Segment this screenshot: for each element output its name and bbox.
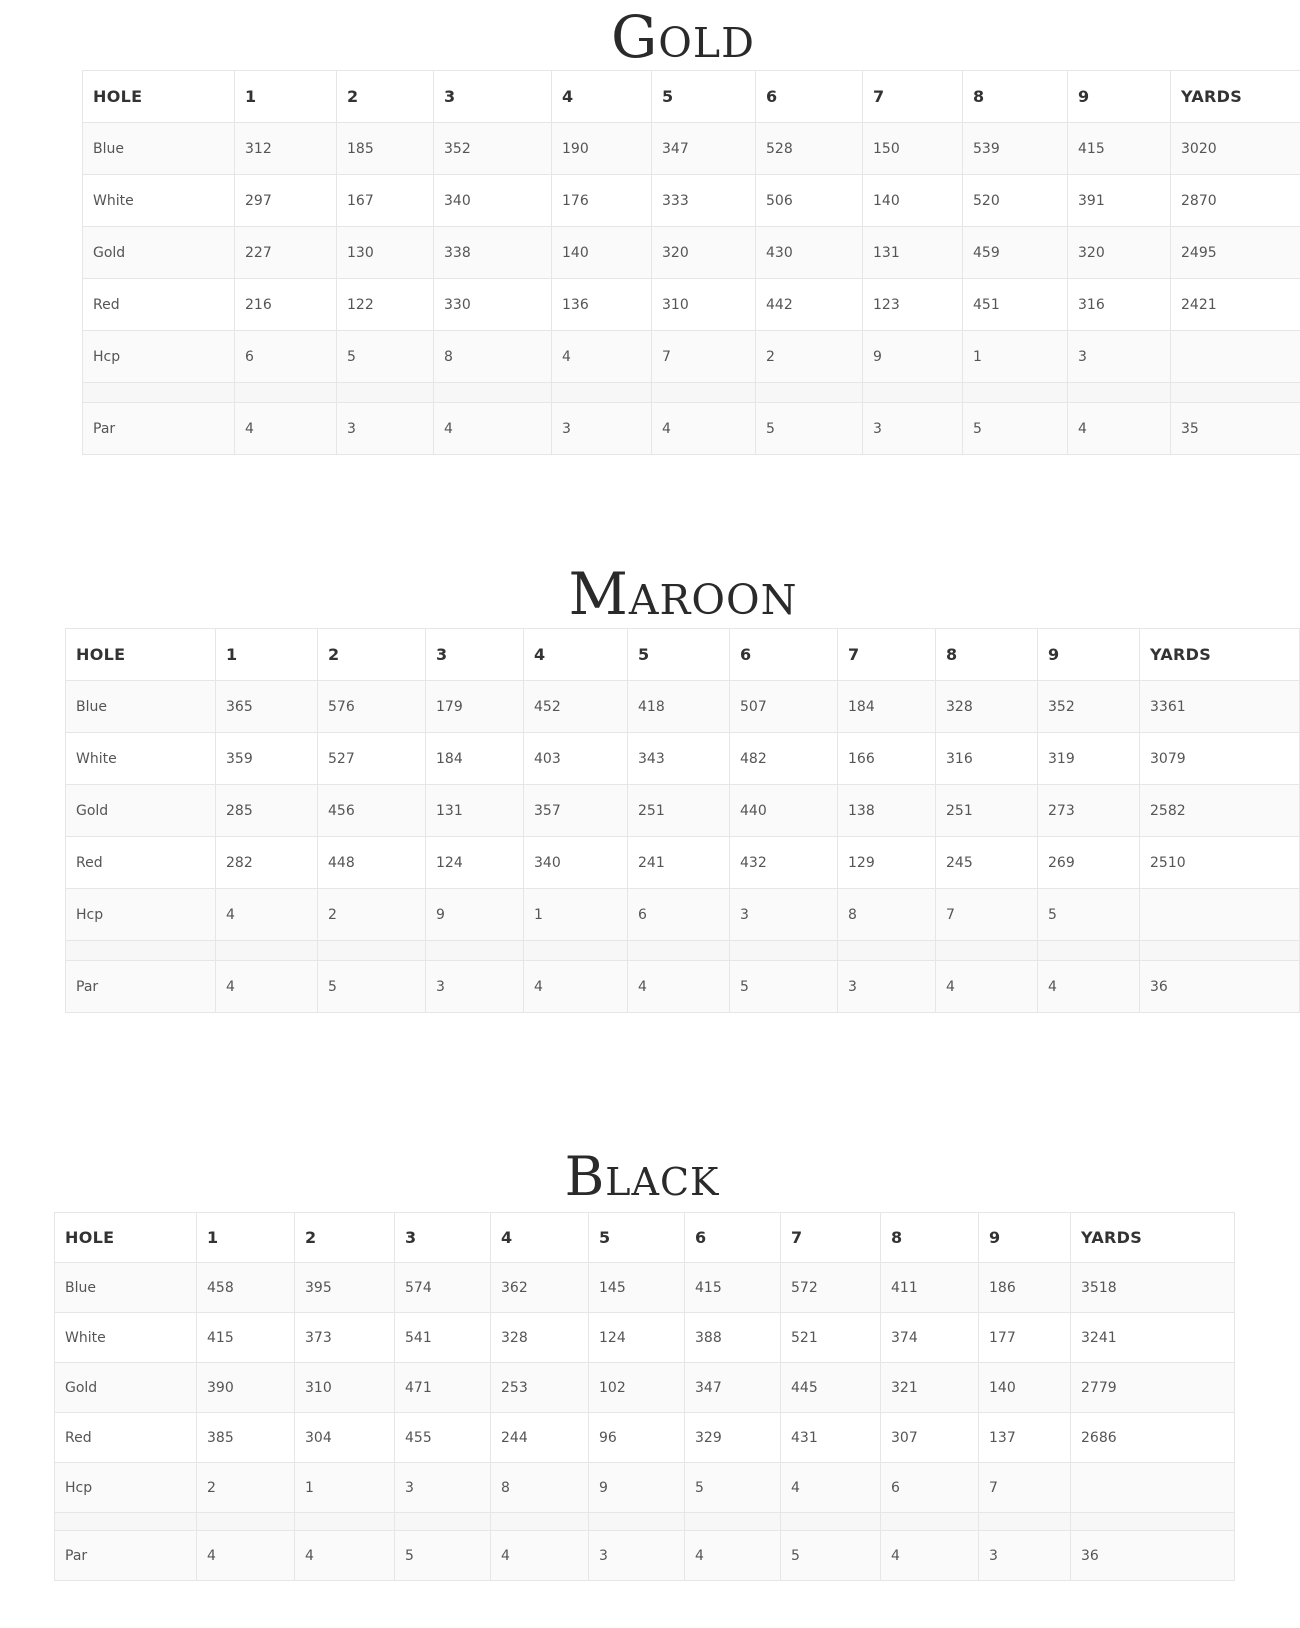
table-cell: 190 [552,123,652,175]
table-cell: 245 [936,837,1038,889]
table-cell: 458 [197,1263,295,1313]
table-cell: 4 [216,961,318,1013]
row-label: Hcp [66,889,216,941]
table-cell: 102 [589,1363,685,1413]
table-cell: 216 [235,279,337,331]
table-cell: 140 [979,1363,1071,1413]
row-label: Par [66,961,216,1013]
table-cell: 251 [936,785,1038,837]
table-cell: 5 [395,1531,491,1581]
table-cell: 124 [426,837,524,889]
table-cell: 482 [730,733,838,785]
row-label [83,383,235,403]
table-cell: 2686 [1071,1413,1235,1463]
table-cell: 328 [936,681,1038,733]
table-cell [395,1513,491,1531]
table-cell: 122 [337,279,434,331]
table-cell [491,1513,589,1531]
table-cell [434,383,552,403]
table-row [83,403,1300,455]
table-row [83,123,1300,175]
table-cell: 5 [337,331,434,383]
table-cell: 330 [434,279,552,331]
table-cell: 442 [756,279,863,331]
table-cell: 418 [628,681,730,733]
table-row [55,1463,1235,1513]
table-cell: 359 [216,733,318,785]
table-cell: 4 [628,961,730,1013]
table-cell: 448 [318,837,426,889]
table-cell: 431 [781,1413,881,1463]
table-cell [652,383,756,403]
column-header: HOLE [55,1213,197,1263]
table-cell: 8 [491,1463,589,1513]
table-cell: 347 [652,123,756,175]
table-cell: 347 [685,1363,781,1413]
table-cell: 320 [652,227,756,279]
table-cell [685,1513,781,1531]
table-cell: 253 [491,1363,589,1413]
table-cell: 4 [1038,961,1140,1013]
table-cell [936,941,1038,961]
table-cell: 5 [730,961,838,1013]
table-cell: 2495 [1171,227,1300,279]
column-header: 1 [235,71,337,123]
table-cell: 4 [685,1531,781,1581]
table-cell: 307 [881,1413,979,1463]
row-label: Hcp [55,1463,197,1513]
section-title: Black [564,1145,720,1208]
table-cell: 150 [863,123,963,175]
row-label: Par [83,403,235,455]
table-row [66,785,1300,837]
table-cell: 2 [197,1463,295,1513]
table-row [55,1363,1235,1413]
table-cell: 395 [295,1263,395,1313]
column-header: 5 [589,1213,685,1263]
table-cell: 124 [589,1313,685,1363]
row-label: Blue [66,681,216,733]
column-header: YARDS [1171,71,1300,123]
row-label: Red [66,837,216,889]
table-cell: 140 [863,175,963,227]
table-cell [838,941,936,961]
table-cell: 3 [730,889,838,941]
table-cell: 521 [781,1313,881,1363]
table-cell: 451 [963,279,1068,331]
table-cell: 4 [1068,403,1171,455]
table-cell: 241 [628,837,730,889]
column-header: 8 [936,629,1038,681]
table-cell: 527 [318,733,426,785]
table-row [55,1313,1235,1363]
table-cell [1140,941,1300,961]
table-cell: 572 [781,1263,881,1313]
table-cell: 145 [589,1263,685,1313]
table-cell: 388 [685,1313,781,1363]
table-cell: 4 [881,1531,979,1581]
table-cell: 7 [652,331,756,383]
table-row [66,681,1300,733]
table-cell: 6 [881,1463,979,1513]
table-cell: 432 [730,837,838,889]
table-cell: 166 [838,733,936,785]
table-cell: 541 [395,1313,491,1363]
table-cell: 312 [235,123,337,175]
row-label: White [83,175,235,227]
column-header: 5 [628,629,730,681]
table-cell: 338 [434,227,552,279]
column-header: 6 [685,1213,781,1263]
table-cell: 3 [838,961,936,1013]
table-cell [426,941,524,961]
table-cell [524,941,628,961]
table-row [66,733,1300,785]
table-cell: 184 [426,733,524,785]
table-cell: 328 [491,1313,589,1363]
spacer-row [66,941,1300,961]
table-cell: 362 [491,1263,589,1313]
column-header: 6 [730,629,838,681]
table-cell: 333 [652,175,756,227]
table-cell: 365 [216,681,318,733]
table-cell: 4 [197,1531,295,1581]
table-cell: 459 [963,227,1068,279]
table-cell: 415 [685,1263,781,1313]
table-cell: 3079 [1140,733,1300,785]
table-cell: 316 [936,733,1038,785]
table-cell: 9 [426,889,524,941]
table-cell: 8 [838,889,936,941]
table-cell: 385 [197,1413,295,1463]
column-header: 5 [652,71,756,123]
table-cell: 4 [652,403,756,455]
table-cell: 179 [426,681,524,733]
table-cell [589,1513,685,1531]
table-cell: 5 [781,1531,881,1581]
table-cell: 4 [936,961,1038,1013]
table-cell: 177 [979,1313,1071,1363]
table-cell: 506 [756,175,863,227]
table-cell: 430 [756,227,863,279]
scorecard-table [65,628,1300,1013]
table-cell: 452 [524,681,628,733]
table-cell: 5 [1038,889,1140,941]
table-cell: 3 [979,1531,1071,1581]
table-cell: 167 [337,175,434,227]
scorecard-table [82,70,1300,455]
table-cell: 4 [235,403,337,455]
table-cell [1068,383,1171,403]
table-cell: 2870 [1171,175,1300,227]
row-label [55,1513,197,1531]
table-cell: 4 [781,1463,881,1513]
table-cell: 244 [491,1413,589,1463]
table-cell [1038,941,1140,961]
column-header: 3 [395,1213,491,1263]
table-cell: 186 [979,1263,1071,1313]
row-label [66,941,216,961]
column-header: 9 [1068,71,1171,123]
row-label: Blue [83,123,235,175]
table-cell: 1 [963,331,1068,383]
table-cell: 5 [963,403,1068,455]
header-row [55,1213,1235,1263]
spacer-row [55,1513,1235,1531]
table-cell: 129 [838,837,936,889]
table-cell [1071,1513,1235,1531]
table-cell: 1 [524,889,628,941]
header-row [83,71,1300,123]
table-cell: 357 [524,785,628,837]
table-cell [235,383,337,403]
table-cell: 520 [963,175,1068,227]
table-cell: 574 [395,1263,491,1313]
table-cell: 9 [863,331,963,383]
table-cell: 320 [1068,227,1171,279]
table-row [83,227,1300,279]
table-cell: 343 [628,733,730,785]
table-cell: 321 [881,1363,979,1413]
table-cell [730,941,838,961]
table-cell: 282 [216,837,318,889]
table-cell: 4 [295,1531,395,1581]
table-cell: 297 [235,175,337,227]
table-cell: 269 [1038,837,1140,889]
section-title: Maroon [568,560,798,628]
table-row [55,1413,1235,1463]
table-cell: 3 [863,403,963,455]
table-cell: 5 [756,403,863,455]
row-label: Red [55,1413,197,1463]
table-cell: 1 [295,1463,395,1513]
table-cell: 4 [524,961,628,1013]
table-cell: 391 [1068,175,1171,227]
table-cell: 3 [1068,331,1171,383]
column-header: 7 [781,1213,881,1263]
column-header: 4 [491,1213,589,1263]
row-label: Gold [66,785,216,837]
table-cell: 5 [685,1463,781,1513]
table-cell [197,1513,295,1531]
column-header: 9 [1038,629,1140,681]
table-cell: 316 [1068,279,1171,331]
table-cell: 373 [295,1313,395,1363]
table-cell: 130 [337,227,434,279]
table-cell [295,1513,395,1531]
column-header: 6 [756,71,863,123]
table-cell [979,1513,1071,1531]
row-label: Blue [55,1263,197,1313]
row-label: Gold [83,227,235,279]
table-cell: 411 [881,1263,979,1313]
table-cell: 455 [395,1413,491,1463]
table-row [66,889,1300,941]
table-cell: 403 [524,733,628,785]
table-cell: 131 [426,785,524,837]
column-header: 3 [434,71,552,123]
table-cell: 415 [197,1313,295,1363]
table-row [55,1531,1235,1581]
table-cell [781,1513,881,1531]
header-row [66,629,1300,681]
column-header: 1 [216,629,318,681]
table-cell: 6 [628,889,730,941]
scorecard-table [54,1212,1235,1581]
table-cell: 4 [216,889,318,941]
table-cell [756,383,863,403]
table-cell: 3361 [1140,681,1300,733]
column-header: YARDS [1071,1213,1235,1263]
table-cell: 319 [1038,733,1140,785]
table-cell: 390 [197,1363,295,1413]
table-cell: 352 [1038,681,1140,733]
table-cell: 140 [552,227,652,279]
table-row [66,961,1300,1013]
column-header: 2 [318,629,426,681]
table-cell: 227 [235,227,337,279]
row-label: White [55,1313,197,1363]
table-cell: 340 [434,175,552,227]
column-header: YARDS [1140,629,1300,681]
column-header: 7 [838,629,936,681]
table-cell: 310 [652,279,756,331]
table-cell: 440 [730,785,838,837]
table-cell: 539 [963,123,1068,175]
table-cell: 6 [235,331,337,383]
table-cell: 96 [589,1413,685,1463]
column-header: 7 [863,71,963,123]
table-cell: 36 [1140,961,1300,1013]
table-cell: 2582 [1140,785,1300,837]
table-cell [318,941,426,961]
table-cell: 310 [295,1363,395,1413]
table-cell: 576 [318,681,426,733]
table-cell: 471 [395,1363,491,1413]
table-cell: 123 [863,279,963,331]
table-cell [1140,889,1300,941]
row-label: Par [55,1531,197,1581]
table-cell [337,383,434,403]
row-label: White [66,733,216,785]
table-cell [963,383,1068,403]
column-header: 4 [552,71,652,123]
table-cell: 136 [552,279,652,331]
table-row [83,175,1300,227]
table-cell [863,383,963,403]
table-cell: 3 [552,403,652,455]
table-cell: 352 [434,123,552,175]
row-label: Red [83,279,235,331]
table-cell: 137 [979,1413,1071,1463]
table-cell: 3 [337,403,434,455]
column-header: 8 [963,71,1068,123]
column-header: 2 [337,71,434,123]
table-cell: 456 [318,785,426,837]
table-cell: 35 [1171,403,1300,455]
table-cell: 2510 [1140,837,1300,889]
table-cell: 2779 [1071,1363,1235,1413]
table-cell: 185 [337,123,434,175]
column-header: HOLE [83,71,235,123]
table-cell: 3020 [1171,123,1300,175]
table-cell: 9 [589,1463,685,1513]
table-row [55,1263,1235,1313]
table-cell: 374 [881,1313,979,1363]
section-title: Gold [610,3,756,71]
table-cell: 251 [628,785,730,837]
table-cell: 184 [838,681,936,733]
table-cell [881,1513,979,1531]
table-cell: 4 [491,1531,589,1581]
column-header: 8 [881,1213,979,1263]
table-cell [1071,1463,1235,1513]
table-cell: 2 [756,331,863,383]
table-cell: 507 [730,681,838,733]
table-cell: 273 [1038,785,1140,837]
column-header: HOLE [66,629,216,681]
table-cell: 131 [863,227,963,279]
table-cell: 3 [426,961,524,1013]
column-header: 1 [197,1213,295,1263]
table-row [83,279,1300,331]
table-cell: 3 [395,1463,491,1513]
table-cell: 138 [838,785,936,837]
table-cell [552,383,652,403]
column-header: 3 [426,629,524,681]
table-row [83,331,1300,383]
table-cell: 7 [936,889,1038,941]
table-cell: 304 [295,1413,395,1463]
table-cell: 3241 [1071,1313,1235,1363]
column-header: 2 [295,1213,395,1263]
table-cell: 340 [524,837,628,889]
table-cell [216,941,318,961]
table-cell: 285 [216,785,318,837]
table-cell [1171,383,1300,403]
table-cell [628,941,730,961]
column-header: 9 [979,1213,1071,1263]
spacer-row [83,383,1300,403]
table-cell: 8 [434,331,552,383]
table-cell: 36 [1071,1531,1235,1581]
table-cell: 2 [318,889,426,941]
table-cell: 528 [756,123,863,175]
table-cell: 445 [781,1363,881,1413]
table-cell: 3518 [1071,1263,1235,1313]
table-cell: 2421 [1171,279,1300,331]
table-cell: 7 [979,1463,1071,1513]
table-cell: 176 [552,175,652,227]
table-cell: 415 [1068,123,1171,175]
column-header: 4 [524,629,628,681]
table-cell: 3 [589,1531,685,1581]
row-label: Hcp [83,331,235,383]
table-cell: 4 [552,331,652,383]
table-cell: 4 [434,403,552,455]
table-cell: 5 [318,961,426,1013]
table-cell: 329 [685,1413,781,1463]
table-cell [1171,331,1300,383]
table-row [66,837,1300,889]
row-label: Gold [55,1363,197,1413]
